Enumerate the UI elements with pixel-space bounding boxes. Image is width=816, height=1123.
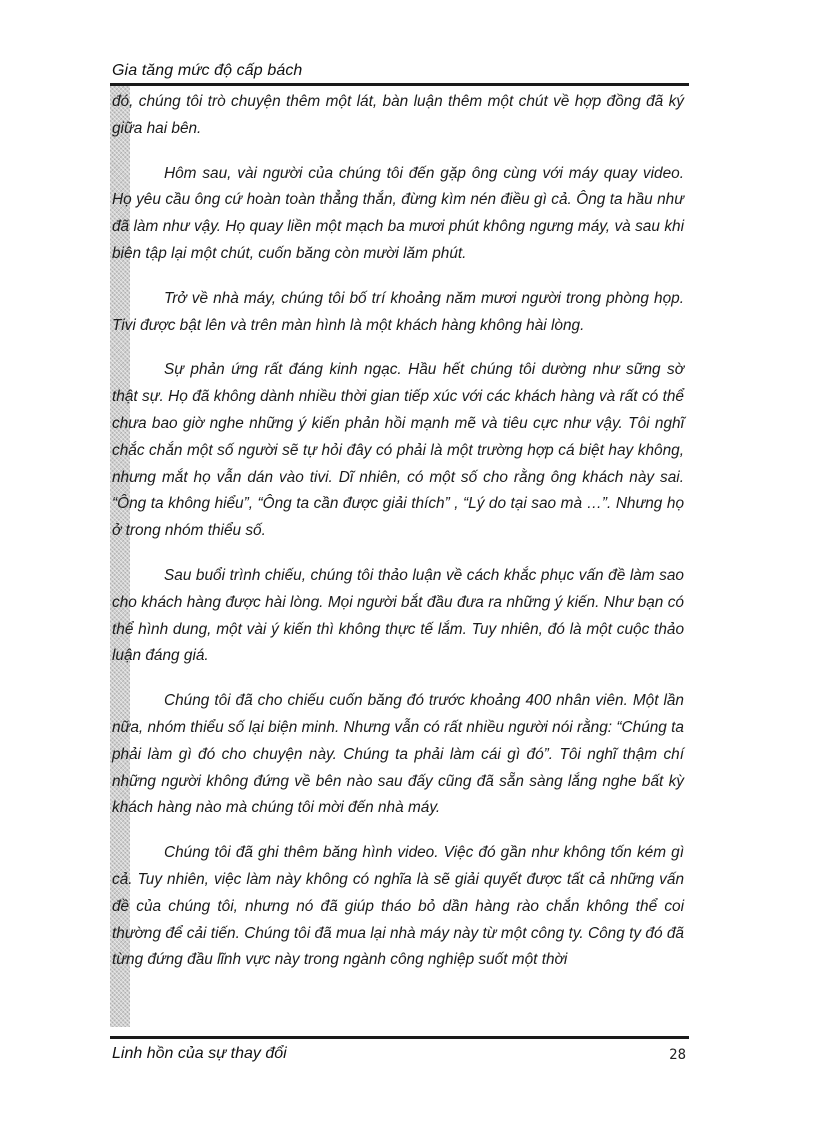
- page-number: 28: [669, 1047, 686, 1063]
- footer-rule: [110, 1036, 689, 1039]
- paragraph: Chúng tôi đã cho chiếu cuốn băng đó trước khoảng 400 nhân viên. Một lần nữa, nhóm thiểu số lại biện minh. Nhưng vẫn có rất nhiều người nói rằng: “Chúng ta phải làm gì đó cho chuyện này. Chúng ta phải làm cái gì đó”. Tôi nghĩ thậm chí những người không đứng về bên nào sau đấy cũng đã sẵn sàng lắng nghe bất kỳ khách hàng nào mà chúng tôi mời đến nhà máy.: [112, 692, 684, 817]
- paragraph: Hôm sau, vài người của chúng tôi đến gặp ông cùng với máy quay video. Họ yêu cầu ông cứ hoàn toàn thẳng thắn, đừng kìm nén điều gì cả. Ông ta hầu như đã làm như vậy. Họ quay liền một mạch ba mươi phút không ngưng máy, và sau khi biên tập lại một chút, cuốn băng còn mười lăm phút.: [112, 164, 684, 262]
- paragraph: Sự phản ứng rất đáng kinh ngạc. Hầu hết chúng tôi dường như sững sờ thật sự. Họ đã không dành nhiều thời gian tiếp xúc với các khách hàng và rất có thể chưa bao giờ nghe những ý kiến phản hồi mạnh mẽ và tiêu cực như vậy. Tôi nghĩ chắc chắn một số người sẽ tự hỏi đây có phải là một trường hợp cá biệt hay không, nhưng mắt họ vẫn dán vào tivi. Dĩ nhiên, có một số cho rằng ông khách này sai. “Ông ta không hiểu”, “Ông ta cần được giải thích” , “Lý do tại sao mà …”. Nhưng họ ở trong nhóm thiểu số.: [112, 361, 684, 540]
- header-rule: [110, 83, 689, 86]
- body-text: [112, 89, 684, 992]
- paragraph: Sau buổi trình chiếu, chúng tôi thảo luận về cách khắc phục vấn đề làm sao cho khách hàng được hài lòng. Mọi người bắt đầu đưa ra những ý kiến. Như bạn có thể hình dung, một vài ý kiến thì không thực tế lắm. Tuy nhiên, đó là một cuộc thảo luận đáng giá.: [112, 566, 684, 665]
- running-footer-title: Linh hồn của sự thay đổi: [112, 1045, 287, 1062]
- paragraph: Chúng tôi đã ghi thêm băng hình video. Việc đó gần như không tốn kém gì cả. Tuy nhiên, việc làm này không có nghĩa là sẽ giải quyết được tất cả những vấn đề của chúng tôi, nhưng nó đã giúp tháo bỏ dần hàng rào chắn không thể coi thường để cải tiến. Chúng tôi đã mua lại nhà máy này từ một công ty. Công ty đó đã từng đứng đầu lĩnh vực này trong ngành công nghiệp suốt một thời: [112, 844, 684, 969]
- running-header-title: Gia tăng mức độ cấp bách: [112, 62, 303, 79]
- paragraph-continuation: đó, chúng tôi trò chuyện thêm một lát, bàn luận thêm một chút về hợp đồng đã ký giữa hai bên.: [112, 93, 684, 137]
- paragraph: Trở về nhà máy, chúng tôi bố trí khoảng năm mươi người trong phòng họp. Tivi được bật lên và trên màn hình là một khách hàng không hài lòng.: [112, 289, 684, 334]
